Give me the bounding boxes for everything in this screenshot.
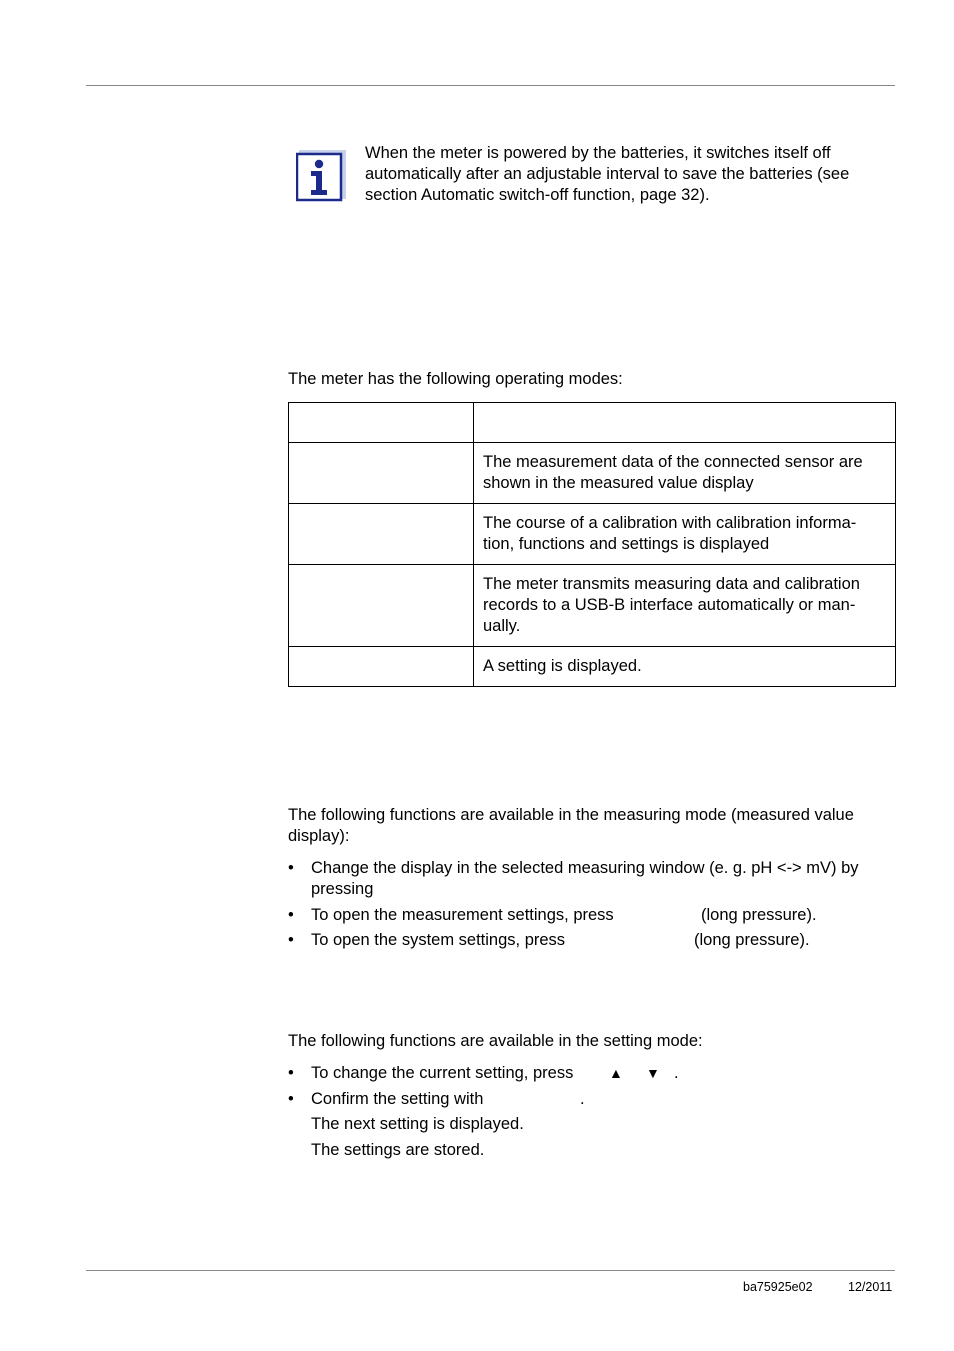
setting-mode-intro: The following functions are available in the setting mode: bbox=[288, 1032, 703, 1050]
settings-stored-line: The settings are stored. bbox=[311, 1141, 485, 1159]
table-header-row bbox=[289, 403, 896, 443]
bullet: • bbox=[288, 931, 294, 949]
confirm-setting-end: . bbox=[580, 1090, 585, 1108]
description-cell: A setting is displayed. bbox=[474, 647, 896, 687]
battery-note: When the meter is powered by the batteries, it switches itself off automatically after an adjustable interval to save the batteries (see section Automatic switch-off function, page 32). bbox=[365, 144, 850, 204]
change-setting-text: To change the current setting, press bbox=[311, 1064, 574, 1082]
description-cell: The meter transmits measuring data and calibration records to a USB-B interface automatically or man-ually. bbox=[474, 565, 896, 647]
measuring-item-suffix: (long pressure). bbox=[694, 931, 810, 949]
down-arrow-icon: ▼ bbox=[646, 1065, 660, 1081]
table-row bbox=[289, 565, 896, 647]
description-cell: The measurement data of the connected sensor are shown in the measured value display bbox=[474, 443, 896, 504]
change-setting-end: . bbox=[674, 1064, 679, 1082]
bullet: • bbox=[288, 1064, 294, 1082]
confirm-setting-text: Confirm the setting with bbox=[311, 1090, 484, 1108]
list-item bbox=[288, 930, 895, 951]
measuring-item-suffix: (long pressure). bbox=[701, 906, 817, 924]
table-row bbox=[289, 443, 896, 504]
footer-rule bbox=[86, 1270, 895, 1271]
measuring-mode-intro: The following functions are available in the measuring mode (measured value display): bbox=[288, 806, 854, 845]
setting-functions-list bbox=[288, 1063, 895, 1110]
mode-cell bbox=[289, 443, 474, 504]
document-date: 12/2011 bbox=[848, 1280, 893, 1294]
header-rule bbox=[86, 85, 895, 86]
next-setting-line: The next setting is displayed. bbox=[311, 1115, 524, 1133]
description-cell: The course of a calibration with calibration informa-tion, functions and settings is displayed bbox=[474, 504, 896, 565]
bullet: • bbox=[288, 1090, 294, 1108]
measuring-functions-list bbox=[288, 858, 895, 951]
table-row bbox=[289, 647, 896, 687]
list-item bbox=[288, 1063, 895, 1084]
measuring-item-text: To open the measurement settings, press bbox=[311, 906, 614, 924]
measuring-item-text: Change the display in the selected measuring window (e. g. pH <-> mV) by pressing bbox=[311, 859, 859, 898]
operating-modes-table bbox=[288, 402, 896, 687]
mode-cell bbox=[289, 504, 474, 565]
document-id: ba75925e02 bbox=[743, 1280, 813, 1294]
modes-intro: The meter has the following operating modes: bbox=[288, 370, 623, 388]
list-item bbox=[288, 905, 895, 926]
list-item bbox=[288, 1089, 895, 1110]
mode-cell bbox=[289, 647, 474, 687]
mode-cell bbox=[289, 403, 474, 443]
list-item bbox=[288, 858, 895, 900]
info-icon bbox=[296, 150, 346, 202]
table-row bbox=[289, 504, 896, 565]
bullet: • bbox=[288, 859, 294, 877]
up-arrow-icon: ▲ bbox=[609, 1065, 623, 1081]
mode-cell bbox=[289, 565, 474, 647]
description-cell bbox=[474, 403, 896, 443]
measuring-item-text: To open the system settings, press bbox=[311, 931, 566, 949]
bullet: • bbox=[288, 906, 294, 924]
